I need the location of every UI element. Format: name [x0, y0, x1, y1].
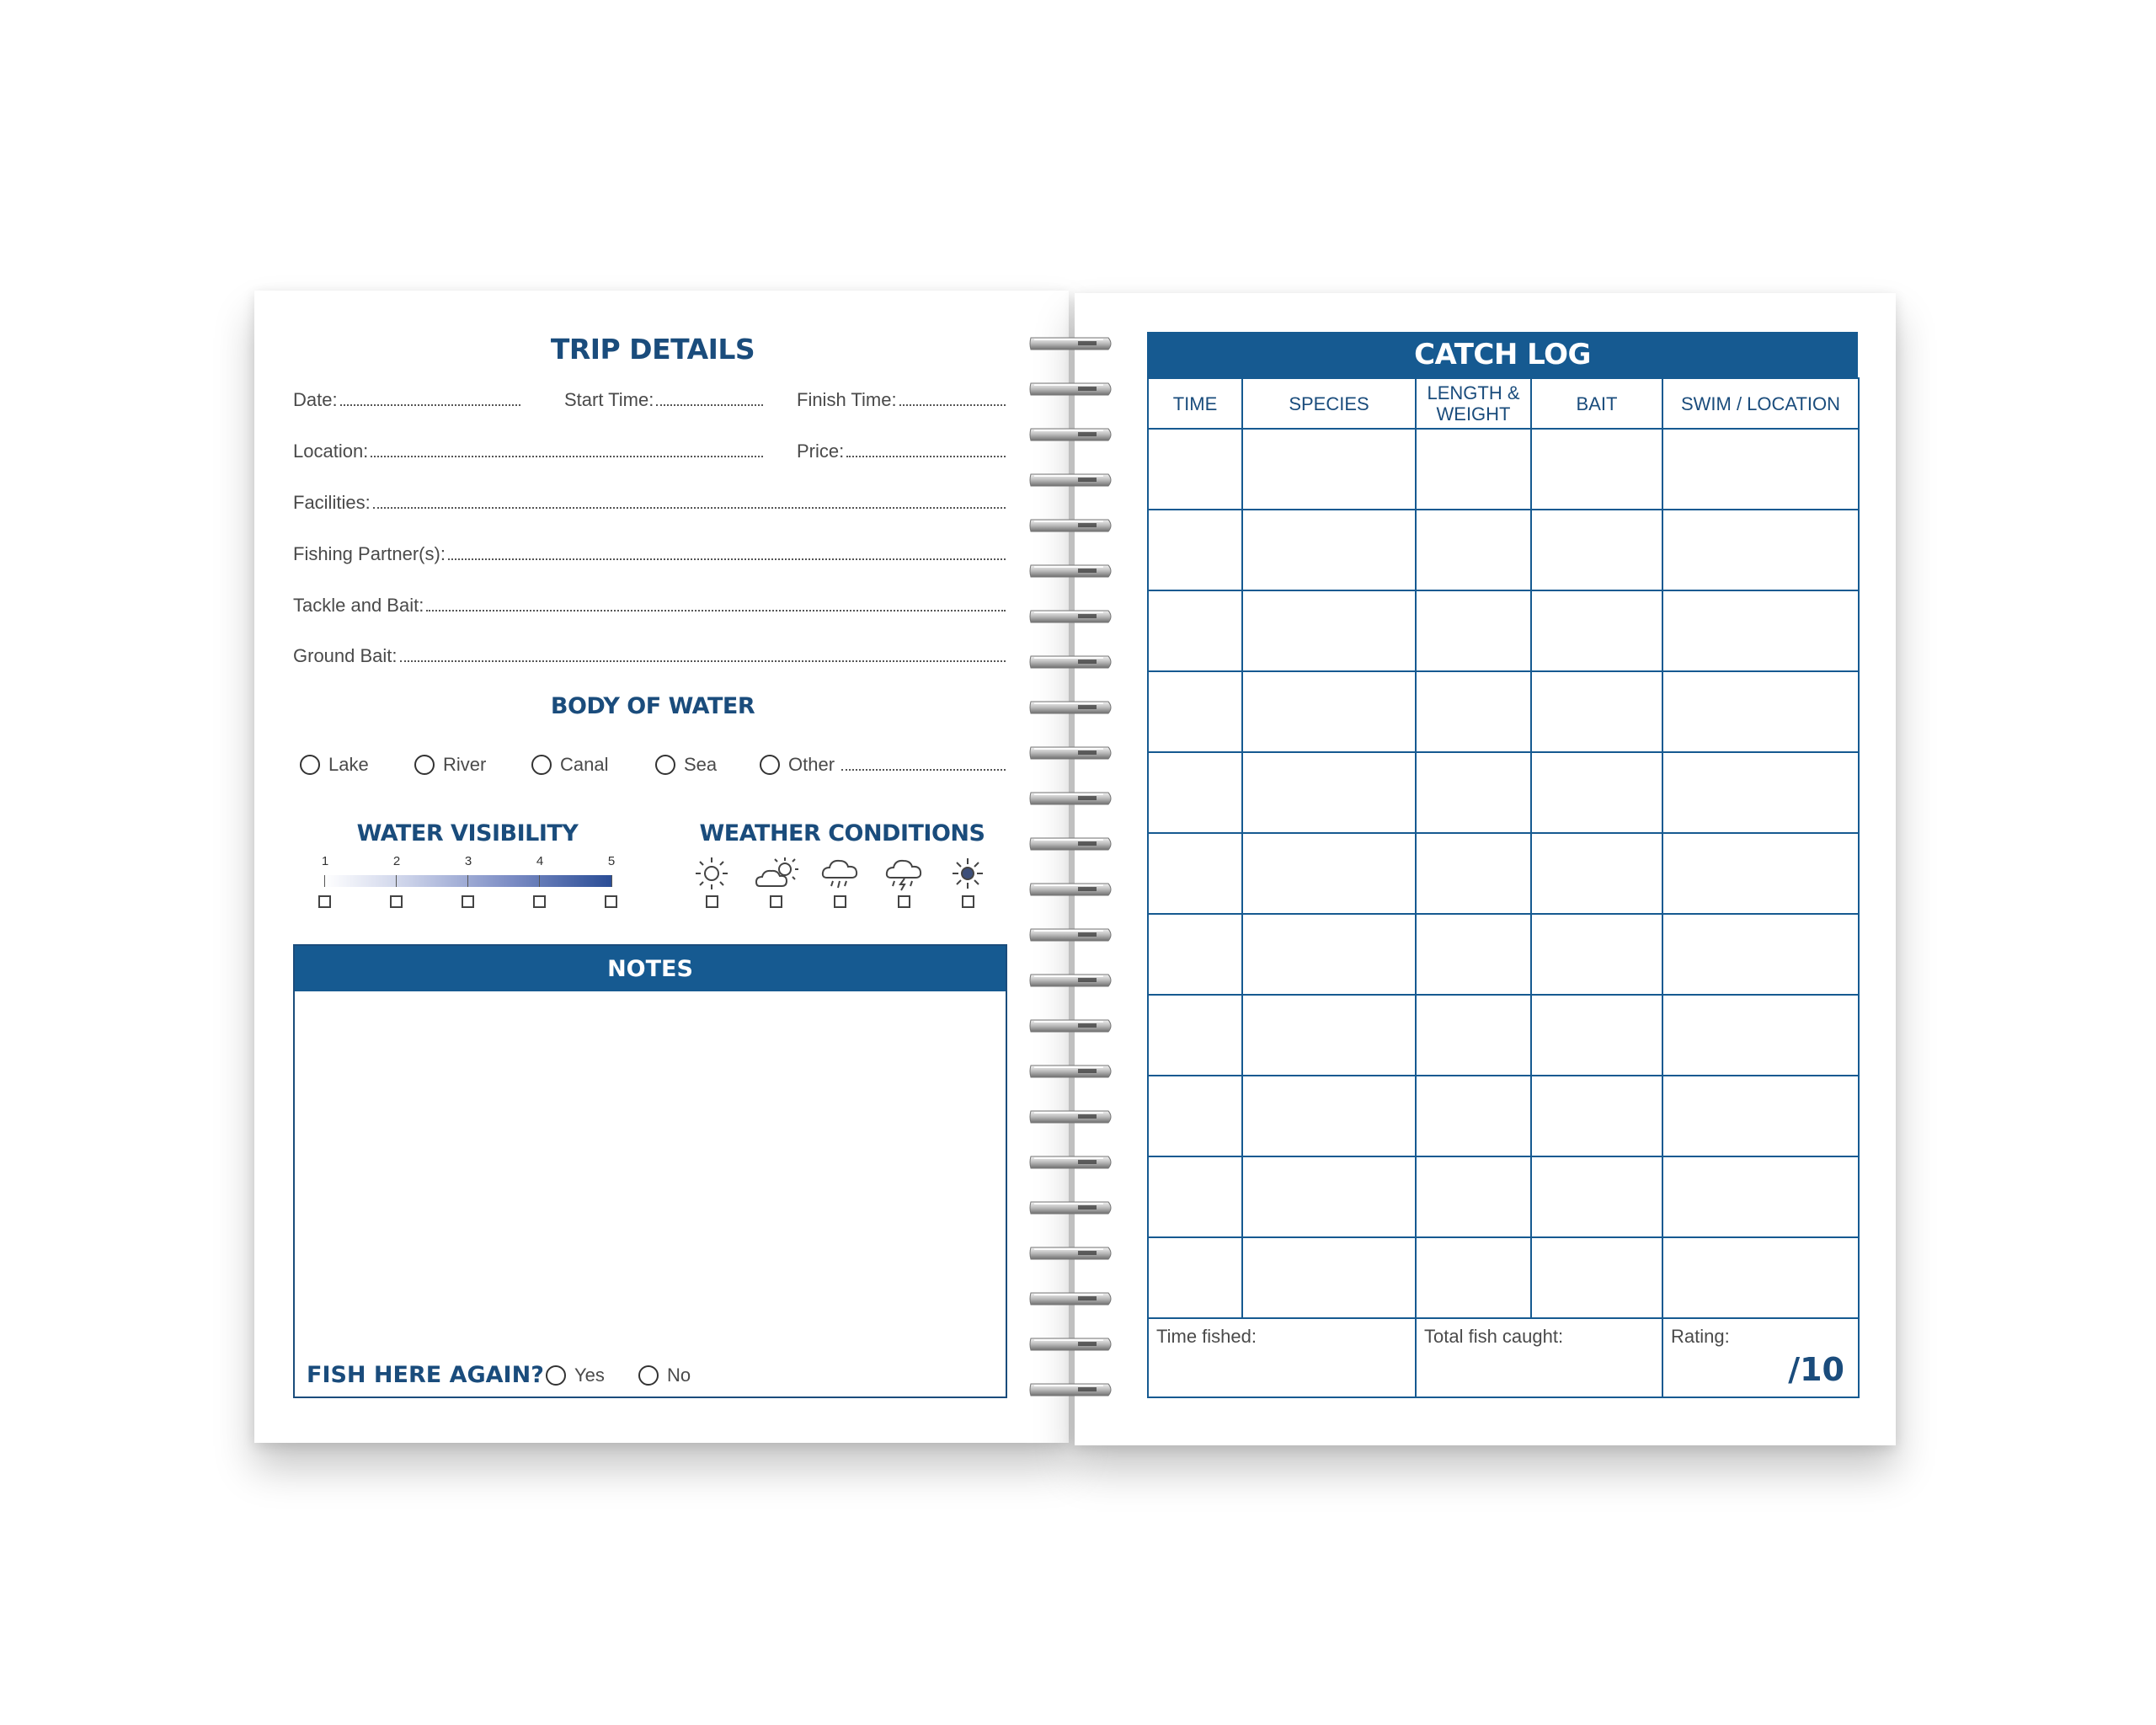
spiral-coil: [1027, 833, 1115, 855]
log-cell[interactable]: [1662, 590, 1859, 671]
partly-cloudy-icon: [755, 856, 800, 891]
time-fished-label: Time fished:: [1156, 1326, 1257, 1347]
table-row: [1148, 429, 1859, 510]
weather-checkbox-1[interactable]: [706, 895, 718, 908]
log-cell[interactable]: [1242, 914, 1416, 995]
column-header-time: TIME: [1148, 378, 1242, 429]
rating-cell[interactable]: [1662, 1318, 1859, 1397]
log-cell[interactable]: [1416, 429, 1531, 510]
start-time-label: Start Time:: [564, 389, 654, 410]
spiral-coil: [1027, 1333, 1115, 1355]
column-header-species: SPECIES: [1242, 378, 1416, 429]
ground-bait-field[interactable]: [293, 642, 1006, 667]
spiral-coil: [1027, 333, 1115, 355]
log-cell[interactable]: [1416, 995, 1531, 1076]
radio-no[interactable]: [638, 1365, 691, 1386]
spiral-coil: [1027, 424, 1115, 446]
radio-other-label: Other: [788, 754, 835, 775]
log-cell[interactable]: [1416, 1237, 1531, 1318]
table-row: [1148, 1076, 1859, 1156]
log-cell[interactable]: [1242, 671, 1416, 752]
log-cell[interactable]: [1148, 1237, 1242, 1318]
table-row: [1148, 510, 1859, 590]
log-cell[interactable]: [1242, 1237, 1416, 1318]
total-fish-label: Total fish caught:: [1424, 1326, 1564, 1347]
spiral-coil: [1027, 378, 1115, 400]
log-cell[interactable]: [1148, 914, 1242, 995]
finish-time-field[interactable]: [797, 386, 1006, 411]
spiral-coil: [1027, 1242, 1115, 1264]
fish-here-again-label: FISH HERE AGAIN?: [307, 1362, 544, 1388]
log-cell[interactable]: [1531, 833, 1662, 914]
radio-lake[interactable]: [300, 754, 369, 776]
table-row: [1148, 671, 1859, 752]
log-cell[interactable]: [1531, 914, 1662, 995]
log-cell[interactable]: [1662, 1156, 1859, 1237]
tackle-bait-field[interactable]: [293, 591, 1006, 617]
log-cell[interactable]: [1662, 1076, 1859, 1156]
weather-checkbox-3[interactable]: [834, 895, 846, 908]
catch-log-table: [1147, 377, 1860, 1398]
spiral-coil: [1027, 1060, 1115, 1082]
visibility-checkbox-5[interactable]: [605, 895, 617, 908]
log-cell[interactable]: [1148, 429, 1242, 510]
table-row: [1148, 590, 1859, 671]
spiral-coil: [1027, 742, 1115, 764]
total-fish-cell[interactable]: [1416, 1318, 1662, 1397]
log-cell[interactable]: [1531, 671, 1662, 752]
table-row: [1148, 1237, 1859, 1318]
body-of-water-title: BODY OF WATER: [550, 693, 755, 719]
log-cell[interactable]: [1148, 752, 1242, 833]
ground-bait-label: Ground Bait:: [293, 645, 398, 666]
visibility-num-1: 1: [321, 854, 329, 868]
log-cell[interactable]: [1662, 671, 1859, 752]
log-cell[interactable]: [1242, 995, 1416, 1076]
facilities-label: Facilities:: [293, 492, 371, 513]
log-cell[interactable]: [1242, 833, 1416, 914]
snowflake-sun-icon: [948, 856, 987, 891]
rating-suffix: /10: [1788, 1351, 1844, 1388]
fishing-partners-field[interactable]: [293, 540, 1006, 565]
spiral-coil: [1027, 1106, 1115, 1128]
table-row: [1148, 833, 1859, 914]
log-cell[interactable]: [1148, 1156, 1242, 1237]
water-visibility-title: WATER VISIBILITY: [356, 820, 579, 846]
log-cell[interactable]: [1242, 752, 1416, 833]
weather-checkbox-5[interactable]: [962, 895, 974, 908]
visibility-num-2: 2: [392, 854, 401, 868]
spiral-coil: [1027, 924, 1115, 946]
log-cell[interactable]: [1531, 1156, 1662, 1237]
spiral-coil: [1027, 606, 1115, 628]
radio-canal[interactable]: [531, 754, 608, 776]
radio-canal-label: Canal: [560, 754, 609, 775]
notes-title: NOTES: [295, 946, 1006, 991]
spiral-coil: [1027, 1151, 1115, 1173]
tackle-bait-label: Tackle and Bait:: [293, 595, 424, 616]
log-cell[interactable]: [1148, 671, 1242, 752]
log-cell[interactable]: [1148, 995, 1242, 1076]
table-row: [1148, 914, 1859, 995]
finish-time-label: Finish Time:: [797, 389, 897, 410]
log-cell[interactable]: [1148, 1076, 1242, 1156]
start-time-field[interactable]: [564, 386, 763, 411]
radio-sea[interactable]: [655, 754, 717, 776]
log-cell[interactable]: [1662, 429, 1859, 510]
log-cell[interactable]: [1662, 1237, 1859, 1318]
visibility-num-5: 5: [607, 854, 616, 868]
time-fished-cell[interactable]: [1148, 1318, 1416, 1397]
radio-circle[interactable]: [655, 755, 675, 775]
visibility-checkbox-1[interactable]: [318, 895, 331, 908]
log-cell[interactable]: [1531, 510, 1662, 590]
log-cell[interactable]: [1662, 914, 1859, 995]
visibility-checkbox-4[interactable]: [533, 895, 546, 908]
visibility-num-3: 3: [464, 854, 472, 868]
notes-box[interactable]: [293, 944, 1007, 1398]
log-cell[interactable]: [1242, 510, 1416, 590]
visibility-checkbox-2[interactable]: [390, 895, 403, 908]
log-cell[interactable]: [1662, 995, 1859, 1076]
log-cell[interactable]: [1416, 1076, 1531, 1156]
log-cell[interactable]: [1416, 671, 1531, 752]
spiral-coil: [1027, 879, 1115, 900]
table-row: [1148, 752, 1859, 833]
log-cell[interactable]: [1416, 590, 1531, 671]
trip-details-title: TRIP DETAILS: [550, 333, 755, 366]
log-cell[interactable]: [1662, 752, 1859, 833]
price-label: Price:: [797, 441, 845, 462]
log-cell[interactable]: [1242, 590, 1416, 671]
log-cell[interactable]: [1148, 833, 1242, 914]
radio-other[interactable]: [760, 754, 1006, 776]
weather-conditions-title: WEATHER CONDITIONS: [699, 820, 985, 846]
catch-log: [1147, 332, 1858, 1398]
spiral-coil: [1027, 1197, 1115, 1219]
spiral-coil: [1027, 969, 1115, 991]
log-cell[interactable]: [1242, 1156, 1416, 1237]
table-row: [1148, 1156, 1859, 1237]
log-cell[interactable]: [1531, 752, 1662, 833]
date-label: Date:: [293, 389, 338, 410]
radio-circle[interactable]: [546, 1365, 566, 1386]
visibility-checkbox-3[interactable]: [462, 895, 474, 908]
visibility-num-4: 4: [536, 854, 544, 868]
radio-yes-label: Yes: [574, 1365, 605, 1386]
visibility-gradient-bar: [324, 875, 612, 887]
radio-lake-label: Lake: [328, 754, 369, 775]
radio-circle[interactable]: [414, 755, 435, 775]
rating-label: Rating:: [1671, 1326, 1730, 1347]
spiral-coil: [1027, 560, 1115, 582]
radio-circle[interactable]: [300, 755, 320, 775]
spiral-coil: [1027, 1379, 1115, 1401]
catch-log-title: CATCH LOG: [1147, 332, 1858, 377]
log-cell[interactable]: [1662, 510, 1859, 590]
spiral-coil: [1027, 515, 1115, 537]
date-field[interactable]: [293, 386, 520, 411]
radio-no-label: No: [667, 1365, 691, 1386]
log-cell[interactable]: [1416, 1156, 1531, 1237]
rain-cloud-icon: [820, 856, 859, 891]
radio-circle[interactable]: [760, 755, 780, 775]
log-cell[interactable]: [1531, 1076, 1662, 1156]
log-cell[interactable]: [1662, 833, 1859, 914]
log-cell[interactable]: [1416, 510, 1531, 590]
spiral-coil: [1027, 697, 1115, 718]
log-cell[interactable]: [1148, 590, 1242, 671]
spiral-coil: [1027, 788, 1115, 809]
log-cell[interactable]: [1531, 590, 1662, 671]
weather-checkbox-4[interactable]: [898, 895, 910, 908]
column-header-length-weight: LENGTH & WEIGHT: [1416, 378, 1531, 429]
spiral-coil: [1027, 651, 1115, 673]
location-field[interactable]: [293, 437, 763, 462]
log-cell[interactable]: [1531, 1237, 1662, 1318]
radio-river-label: River: [443, 754, 487, 775]
radio-river[interactable]: [414, 754, 486, 776]
radio-yes[interactable]: [546, 1365, 605, 1386]
fishing-partners-label: Fishing Partner(s):: [293, 543, 446, 564]
price-field[interactable]: [797, 437, 1006, 462]
facilities-field[interactable]: [293, 489, 1006, 514]
log-cell[interactable]: [1242, 1076, 1416, 1156]
weather-checkbox-2[interactable]: [770, 895, 782, 908]
spiral-coil: [1027, 1015, 1115, 1037]
radio-circle[interactable]: [638, 1365, 659, 1386]
location-label: Location:: [293, 441, 369, 462]
column-header-bait: BAIT: [1531, 378, 1662, 429]
log-cell[interactable]: [1416, 752, 1531, 833]
log-cell[interactable]: [1148, 510, 1242, 590]
spiral-coil: [1027, 469, 1115, 491]
log-cell[interactable]: [1416, 914, 1531, 995]
log-cell[interactable]: [1416, 833, 1531, 914]
table-row: [1148, 995, 1859, 1076]
spiral-coil: [1027, 1288, 1115, 1310]
radio-sea-label: Sea: [684, 754, 718, 775]
log-cell[interactable]: [1242, 429, 1416, 510]
log-cell[interactable]: [1531, 429, 1662, 510]
log-cell[interactable]: [1531, 995, 1662, 1076]
radio-circle[interactable]: [531, 755, 552, 775]
storm-cloud-icon: [884, 856, 923, 891]
column-header-swim-location: SWIM / LOCATION: [1662, 378, 1859, 429]
sun-icon: [692, 856, 731, 891]
